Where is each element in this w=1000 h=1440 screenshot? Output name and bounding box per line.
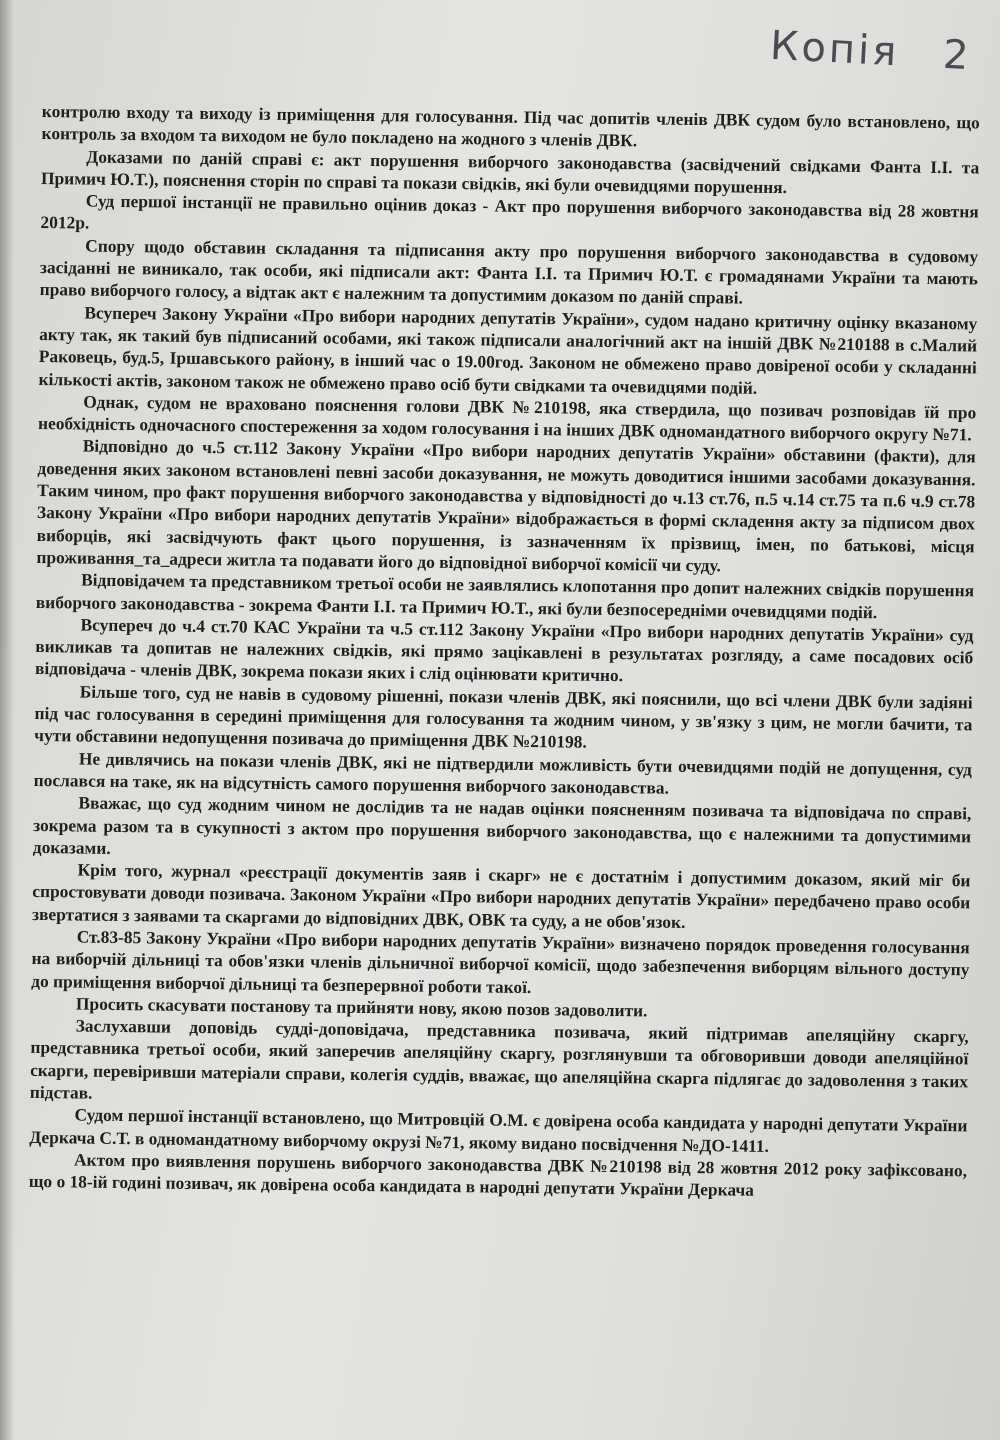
document-body — [29, 100, 980, 1204]
paragraph: Спору щодо обставин складання та підписання акту про порушення виборчого законодавства в судовому засіданні не виникало, так особи, які підписали акт: Фанта І.І. та Примич Ю.Т. є громадянами України та мають право виборчого голосу, а відтак акт є належним та допустимим доказом по даній справі. — [39, 235, 979, 308]
paragraph: Суд першої інстанції не правильно оцінив доказ - Акт про порушення виборчого законодавства від 28 жовтня 2012р. — [40, 190, 979, 234]
paragraph: Всупереч Закону України «Про вибори народних депутатів України», судом надано критичну оцінку вказаному акту так, як такий був підписаний особами, які також підписали аналогічний акт на іншій ДВК №210188 в с.Малий Раковець, буд.5, Іршавського району, в інший час о 19.00год. Законом не обмежено право довіреної особи у складанні кількості актів, законом також не обмежено право осіб бути свідками та очевидцями подій. — [38, 302, 978, 398]
paragraph: Ст.83-85 Закону України «Про вибори народних депутатів України» визначено порядок проведення голосування на виборчій дільниці та обов'язки членів дільничної виборчої комісії, щодо забезпечення виборцям вільного доступу до приміщення виборчої дільниці та безперервної роботи такої. — [31, 926, 970, 997]
paragraph: Однак, судом не враховано пояснення голови ДВК №210198, яка ствердила, що позивач розповідав їй про необхідність одночасного спостереження за ходом голосування і на інших ДВК одномандатного виборчого округу №71. — [37, 391, 977, 445]
paragraph: Всупереч до ч.4 ст.70 КАС України та ч.5 ст.112 Закону України «Про вибори народних депутатів України» суд викликав та допитав не належних свідків, які прямо зацікавлені в результатах розгляду, а саме посадових осіб відповідача - членів ДВК, зокрема покази яких і слід оцінювати критично. — [34, 614, 974, 686]
handwritten-note: Копія — [768, 22, 901, 76]
page-edge-shadow — [0, 0, 14, 1440]
handwritten-copy-mark — [769, 23, 973, 79]
paragraph: Більше того, суд не навів в судовому рішенні, покази членів ДВК, які пояснили, що всі члени ДВК були задіяні під час голосування в середині приміщення для голосування та жодним чином, у зв'язку з цим, не могли бачити, та чути обставини недопущення позивача до приміщення ДВК №210198. — [34, 681, 973, 753]
paragraph: Вважає, що суд жодним чином не дослідив та не надав оцінки поясненням позивача та відповідача по справі, зокрема разом та в сукупності з актом про порушення виборчого законодавства, що є належними та допустимими доказами. — [32, 792, 972, 858]
paragraph: контролю входу та виходу із приміщення для голосування. Під час допитів членів ДВК судом було встановлено, що контроль за входом та виходом не було покладено на жодного з членів ДВК. — [41, 100, 980, 151]
paragraph: Відповідно до ч.5 ст.112 Закону України «Про вибори народних депутатів України» обставини (факти), для доведення яких законом встановлені певні засоби доказування, не можуть доводитися іншими засобами доказування. Таким чином, про факт порушення виборчого законодавства у відповідності до ч.13 ст.76, п.5 ч.14 ст.75 та п.6 ч.9 ст.78 Закону України «Про вибори народних депутатів України» відображається в формі складення акту за підписом двох виборців, які засвідчують факт цього порушення, із зазначенням їх прізвищ, імен, по батькові, місця проживання_та_адреси житла та подавати його до відповідної виборчої комісії чи суду. — [36, 435, 976, 576]
paragraph: Відповідачем та представником третьої особи не заявлялись клопотання про допит належних свідків порушення виборчого законодавства - зокрема Фанти І.І. та Примич Ю.Т., які були безпосередніми очевидцями подій. — [35, 569, 975, 622]
paragraph: Просить скасувати постанову та прийняти нову, якою позов задоволити. — [75, 993, 648, 1021]
paragraph: Судом першої інстанції встановлено, що Митровцій О.М. є довірена особа кандидата у народні депутати України Деркача С.Т. в одномандатному виборчому окрузі №71, якому видано посвідчення №ДО-1411. — [29, 1104, 968, 1156]
page-number: 2 — [941, 31, 973, 80]
paragraph: Доказами по даній справі є: акт порушення виборчого законодавства (засвідчений свідками Фанта І.І. та Примич Ю.Т.), пояснення сторін по справі та покази свідків, які були очевидцями порушення. — [40, 146, 980, 197]
paragraph: Заслухавши доповідь судді-доповідача, представника позивача, який підтримав апеляційну скаргу, представника третьої особи, який заперечив апеляційну скаргу, розглянувши та обговоривши доводи апеляційної скарги, перевіривши матеріали справи, колегія суддів, вважає, що апеляційна скарга підлягає до задоволення з таких підстав. — [29, 1015, 969, 1103]
paragraph: Актом про виявлення порушень виборчого законодавства ДВК №210198 від 28 жовтня 2012 року зафіксовано, що о 18-ій годині позивач, як довірена особа кандидата в народні депутати України Деркача — [28, 1149, 968, 1201]
paragraph: Крім того, журнал «реєстрації документів заяв і скарг» не є достатнім і допустимим доказом, який міг би спростовувати доводи позивача. Законом України «Про вибори народних депутатів України» передбачено право особи звертатися з заявами та скаргами до відповідних ДВК, ОВК та суду, а не обов'язок. — [31, 859, 971, 932]
paragraph: Не дивлячись на покази членів ДВК, які не підтвердили можливість бути очевидцями подій не допущення, суд послався на таке, як на відсутність самого порушення виборчого законодавства. — [33, 748, 973, 798]
